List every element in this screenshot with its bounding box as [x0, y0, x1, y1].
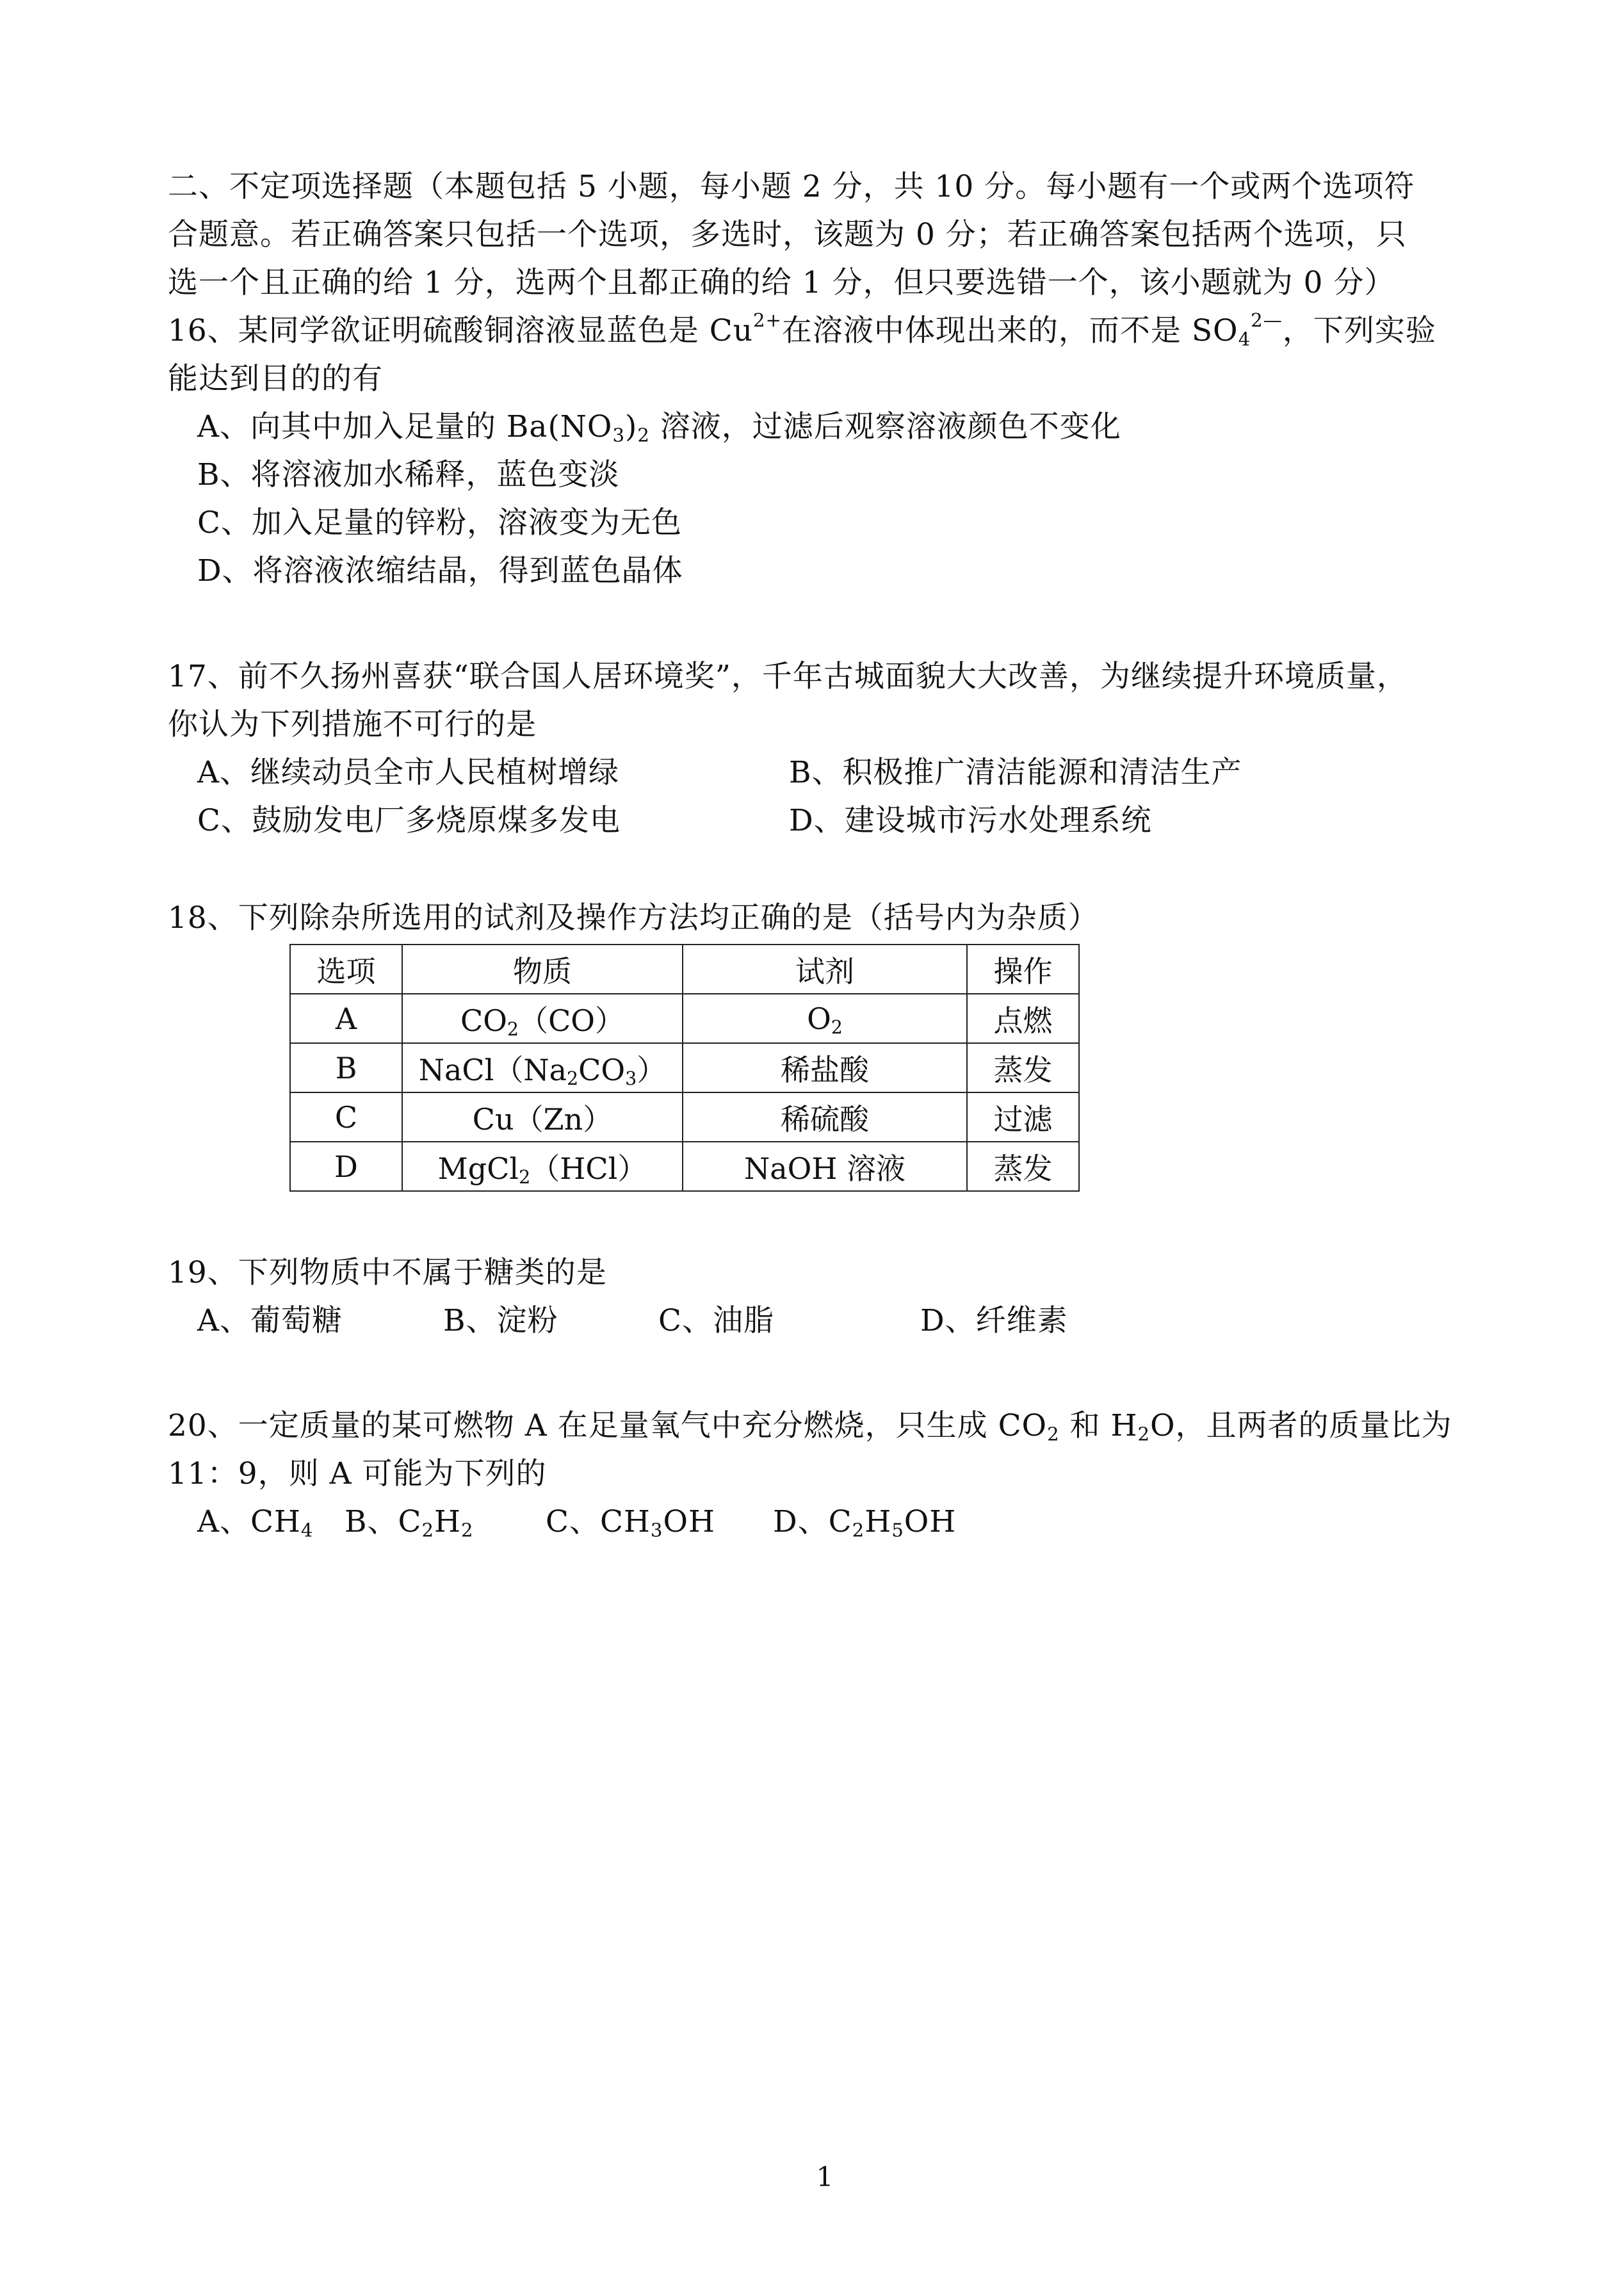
cell-substance: $NaCl(Na_2CO_3)$ — [402, 1043, 683, 1092]
cell-operation: 过滤 — [967, 1092, 1079, 1142]
question-16-stem-line-2: 能达到目的的有 — [168, 361, 383, 396]
question-19-option-c: C、油脂 — [658, 1303, 774, 1338]
section-instructions-line-3: 选一个且正确的给 1 分，选两个且都正确的给 1 分，但只要选错一个，该小题就为 0 分） — [168, 265, 1395, 300]
question-17-option-c: C、鼓励发电厂多烧原煤多发电 — [197, 803, 621, 838]
cell-substance: Cu（Zn） — [402, 1092, 683, 1142]
question-17-option-d: D、建设城市污水处理系统 — [789, 803, 1152, 838]
table-row — [290, 994, 1079, 1043]
table-row — [290, 1142, 1079, 1191]
question-20-option-b: B、$C_2H_2$ — [345, 1504, 474, 1541]
table-header-row — [290, 945, 1079, 994]
question-19-option-a: A、葡萄糖 — [197, 1303, 343, 1338]
question-20-option-a: A、$CH_4$ — [197, 1504, 314, 1541]
cell-operation: 蒸发 — [967, 1043, 1079, 1092]
cell-operation: 点燃 — [967, 994, 1079, 1043]
question-17-option-b: B、积极推广清洁能源和清洁生产 — [789, 755, 1242, 790]
question-16-stem-line-1: 16、某同学欲证明硫酸铜溶液显蓝色是 $Cu^{2+}$在溶液中体现出来的，而不是 $SO_4^{2—}$，下列实验 — [168, 309, 1436, 350]
question-17-stem-line-1: 17、前不久扬州喜获“联合国人居环境奖”，千年古城面貌大大改善，为继续提升环境质量， — [168, 659, 1408, 694]
cell-substance: MgCl$_2$（HCl） — [402, 1142, 683, 1191]
question-20-stem-line-2: 11：9，则 A 可能为下列的 — [168, 1456, 547, 1491]
header-reagent: 试剂 — [683, 945, 967, 994]
question-20-option-c: C、$CH_3OH$ — [546, 1504, 715, 1541]
question-19-stem: 19、下列物质中不属于糖类的是 — [168, 1255, 607, 1290]
cell-operation: 蒸发 — [967, 1142, 1079, 1191]
cell-reagent: $O_2$ — [683, 994, 967, 1043]
question-20-option-d: D、$C_2H_5OH$ — [773, 1504, 957, 1541]
question-19-option-d: D、纤维素 — [920, 1303, 1068, 1338]
cell-reagent: 稀硫酸 — [683, 1092, 967, 1142]
question-16-option-a: A、向其中加入足量的 $Ba(NO_3)_2$ 溶液，过滤后观察溶液颜色不变化 — [197, 409, 1121, 446]
section-instructions-line-1: 二、不定项选择题（本题包括 5 小题，每小题 2 分，共 10 分。每小题有一个或两个选项符 — [168, 169, 1415, 204]
cell-option: C — [290, 1092, 402, 1142]
question-18-stem: 18、下列除杂所选用的试剂及操作方法均正确的是（括号内为杂质） — [168, 900, 1099, 936]
question-19-option-b: B、淀粉 — [443, 1303, 558, 1338]
header-option: 选项 — [290, 945, 402, 994]
question-17-option-a: A、继续动员全市人民植树增绿 — [197, 755, 619, 790]
cell-substance: $CO_2(CO)$ — [402, 994, 683, 1043]
cell-option: B — [290, 1043, 402, 1092]
section-instructions-line-2: 合题意。若正确答案只包括一个选项，多选时，该题为 0 分；若正确答案包括两个选项，只 — [168, 217, 1407, 252]
question-17-stem-line-2: 你认为下列措施不可行的是 — [168, 707, 537, 742]
header-operation: 操作 — [967, 945, 1079, 994]
table-row — [290, 1043, 1079, 1092]
table-row — [290, 1092, 1079, 1142]
cell-reagent: NaOH 溶液 — [683, 1142, 967, 1191]
cell-option: D — [290, 1142, 402, 1191]
question-20-stem-line-1: 20、一定质量的某可燃物 A 在足量氧气中充分燃烧，只生成 $CO_2$ 和 $H_2O$，且两者的质量比为 — [168, 1408, 1452, 1445]
header-substance: 物质 — [402, 945, 683, 994]
question-16-option-c: C、加入足量的锌粉，溶液变为无色 — [197, 505, 682, 540]
impurity-removal-table — [289, 944, 1080, 1192]
cell-option: A — [290, 994, 402, 1043]
page-number: 1 — [816, 2161, 834, 2193]
question-16-option-b: B、将溶液加水稀释，蓝色变淡 — [197, 457, 620, 492]
question-16-option-d: D、将溶液浓缩结晶，得到蓝色晶体 — [197, 553, 683, 588]
cell-reagent: 稀盐酸 — [683, 1043, 967, 1092]
